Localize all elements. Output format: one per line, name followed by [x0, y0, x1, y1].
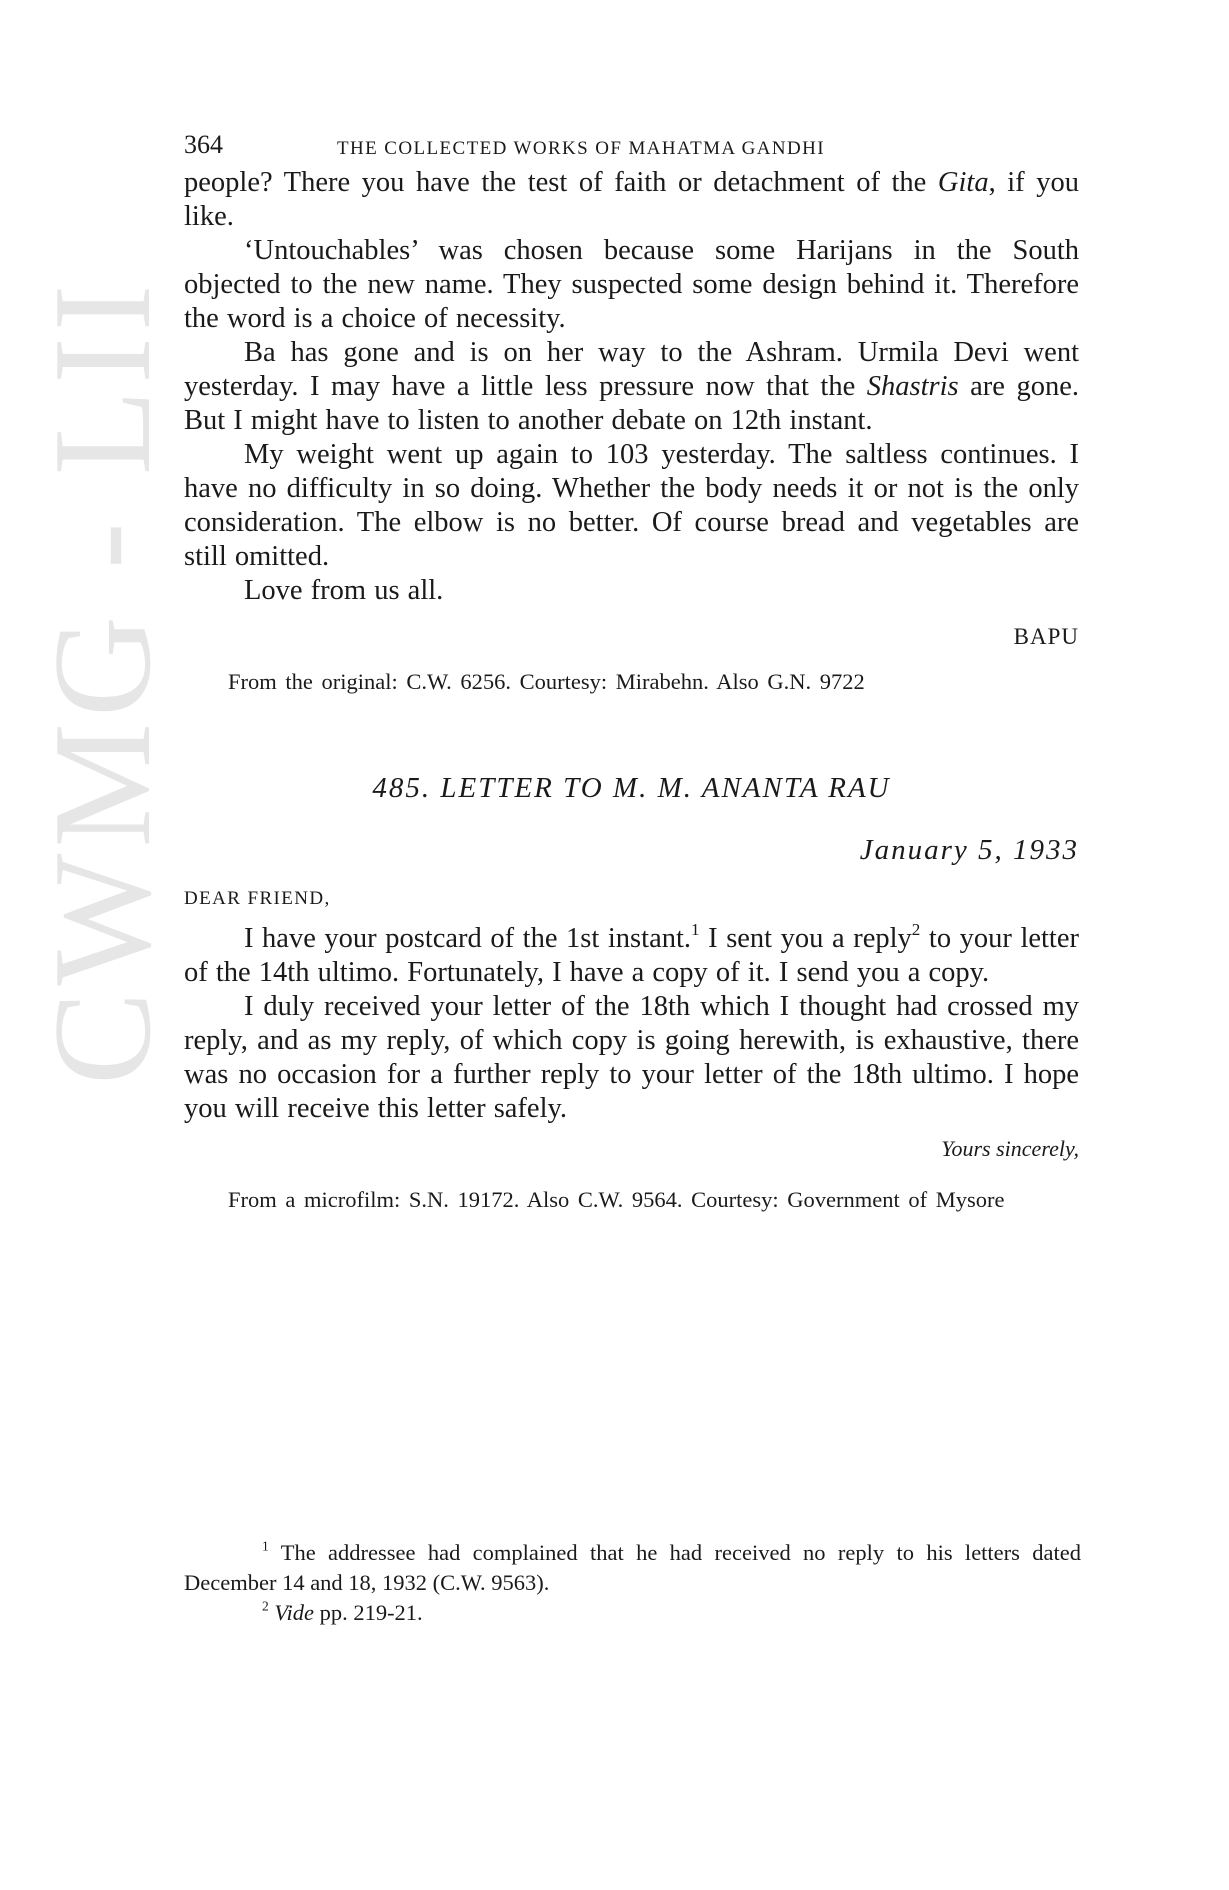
paragraph: Ba has gone and is on her way to the Ashram. Urmila Devi went yesterday. I may have a little less pressure now that the Shastris are gone. But I might have to listen to another debate on 12th instant. [184, 337, 1079, 436]
closing: Yours sincerely, [941, 1136, 1079, 1161]
footnote: $^2$ Vide pp. 219-21. [262, 1598, 423, 1625]
paragraph: My weight went up again to 103 yesterday. The saltless continues. I have no difficulty in so doing. Whether the body needs it or not is the only consideration. The elbow is no better. Of course bread and vegetables are still omitted. [184, 439, 1079, 572]
running-header [184, 126, 1079, 166]
signature: BAPU [1013, 624, 1079, 649]
paragraph: I have your postcard of the 1st instant.$^1$ I sent you a reply$^2$ to your letter of the 14th ultimo. Fortunately, I have a copy of it. I send you a copy. [184, 920, 1079, 988]
paragraph: Love from us all. [244, 575, 444, 606]
footnote: $^1$ The addressee had complained that he had received no reply to his letters dated December 14 and 18, 1932 (C.W. 9563). [184, 1538, 1081, 1595]
page-number: 364 [184, 130, 223, 159]
page-body [184, 126, 1079, 1216]
footnote-ref: 2 [911, 920, 921, 940]
running-title: THE COLLECTED WORKS OF MAHATMA GANDHI [337, 138, 825, 159]
paragraph: ‘Untouchables’ was chosen because some Harijans in the South objected to the new name. They suspected some design behind it. Therefore the word is a choice of necessity. [184, 235, 1079, 334]
letter-heading: 485. LETTER TO M. M. ANANTA RAU [372, 772, 891, 804]
source-note: From the original: C.W. 6256. Courtesy: Mirabehn. Also G.N. 9722 [228, 669, 865, 694]
watermark-text: CWMG - LII [25, 278, 180, 1085]
letter-date: January 5, 1933 [859, 834, 1079, 866]
source-note: From a microfilm: S.N. 19172. Also C.W. 9564. Courtesy: Government of Mysore [228, 1187, 1005, 1212]
footnote-ref: 1 [691, 920, 700, 940]
paragraph: people? There you have the test of faith or detachment of the Gita, if you like. [184, 167, 1079, 232]
salutation: DEAR FRIEND, [184, 888, 331, 909]
paragraph: I duly received your letter of the 18th which I thought had crossed my reply, and as my reply, of which copy is going herewith, is exhaustive, there was no occasion for a further reply to your letter of the 18th ultimo. I hope you will receive this letter safely. [184, 991, 1079, 1124]
footnotes [184, 1538, 1081, 1628]
